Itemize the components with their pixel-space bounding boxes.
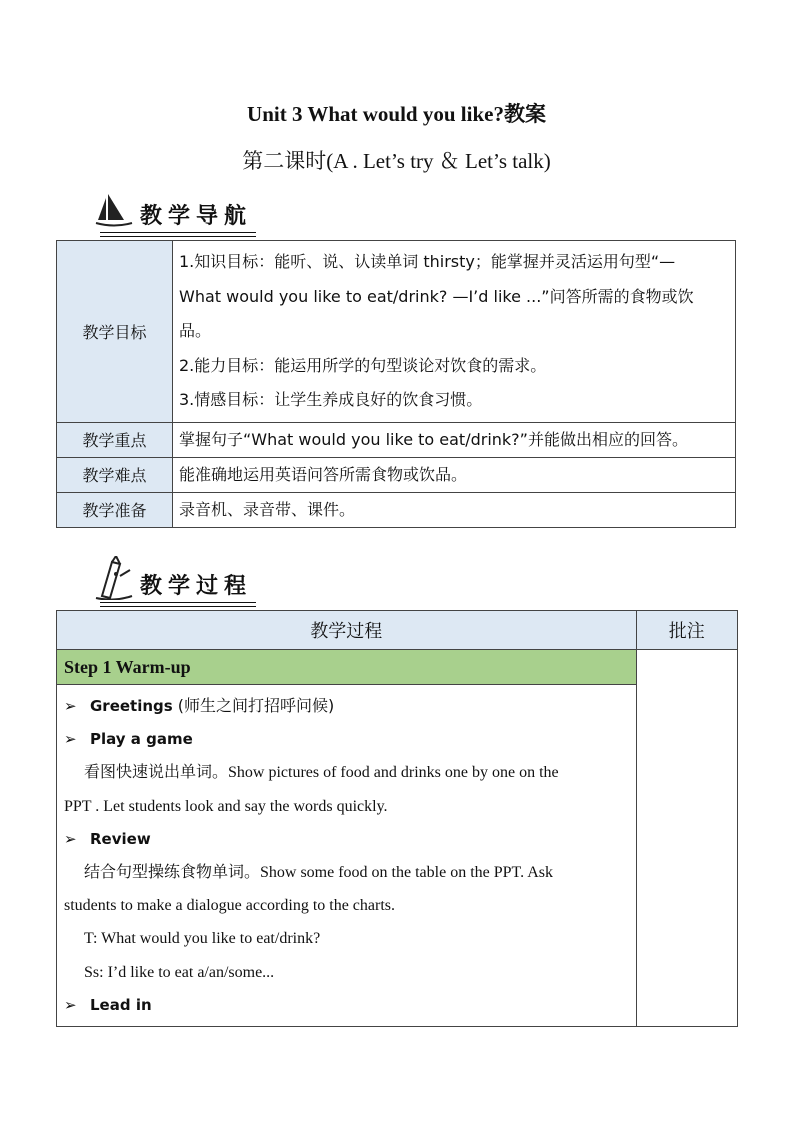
bullet-item [64,989,630,1022]
table-row [57,241,736,423]
document-title: Unit 3 What would you like?教案 [247,102,546,126]
nav-banner-label: 教学导航 [140,204,253,229]
difficulty-text: 能准确地运用英语问答所需食物或饮品。 [179,464,468,484]
dialogue-line: Ss: I’d like to eat a/an/some... [84,963,275,981]
table-row [57,457,736,492]
bullet-label: Review [90,829,151,848]
table-row [57,650,738,685]
row-label: 教学准备 [57,492,173,527]
paragraph-line: 看图快速说出单词。Show pictures of food and drinks one by one on the [84,764,559,782]
bullet-label: Play a game [90,730,193,749]
arrow-bullet-icon: ➢ [64,697,77,715]
paragraph-line: 结合句型操练食物单词。Show some food on the table on the PPT. Ask [84,864,554,882]
notes-header: 批注 [636,611,737,650]
bullet-note: (师生之间打招呼问候) [172,696,335,715]
row-label: 教学重点 [57,422,173,457]
dialogue-line: T: What would you like to eat/drink? [84,930,321,948]
table-row [57,685,738,1027]
preparation-text: 录音机、录音带、课件。 [179,499,356,519]
row-label: 教学目标 [57,241,173,423]
key-point-text: 掌握句子“What would you like to eat/drink?”并能做出相应的回答。 [179,429,688,449]
row-label: 教学难点 [57,457,173,492]
lesson-info-table [56,240,736,528]
arrow-bullet-icon: ➢ [64,995,77,1014]
paragraph-line: students to make a dialogue according to the charts. [64,897,396,915]
objectives-cell [173,241,736,423]
process-banner-label: 教学过程 [140,574,253,599]
bullet-label: Greetings [90,697,173,715]
notes-cell [636,650,737,1027]
step-content [57,685,637,1027]
objective-line: 3.情感目标：让学生养成良好的饮食习惯。 [179,390,483,409]
objective-line: 1.知识目标：能听、说、认读单词 thirsty；能掌握并灵活运用句型“— [179,252,676,271]
sailboat-icon [94,190,134,230]
bullet-item [64,723,630,756]
process-banner [94,560,252,600]
bullet-item [64,823,630,856]
objective-line: 2.能力目标：能运用所学的句型谈论对饮食的需求。 [179,355,547,375]
key-point-cell [173,422,736,457]
table-header-row [57,611,738,650]
bullet-item [64,689,630,723]
step-title: Step 1 Warm-up [57,650,637,685]
difficulty-cell [173,457,736,492]
bullet-label: Lead in [90,995,152,1014]
process-header: 教学过程 [57,611,637,650]
process-table [56,610,738,1027]
arrow-bullet-icon: ➢ [64,730,77,749]
objective-line: 品。 [179,321,212,340]
arrow-bullet-icon: ➢ [64,829,77,848]
paragraph-line: PPT . Let students look and say the words quickly. [64,797,388,815]
nav-banner [94,190,252,230]
objective-line: What would you like to eat/drink? —I’d like ...”问答所需的食物或饮 [179,286,694,306]
table-row [57,422,736,457]
table-row [57,492,736,527]
lesson-subtitle: 第二课时(A . Let’s try ＆ Let’s talk) [242,149,551,173]
preparation-cell [173,492,736,527]
pencil-mascot-icon [94,556,134,600]
